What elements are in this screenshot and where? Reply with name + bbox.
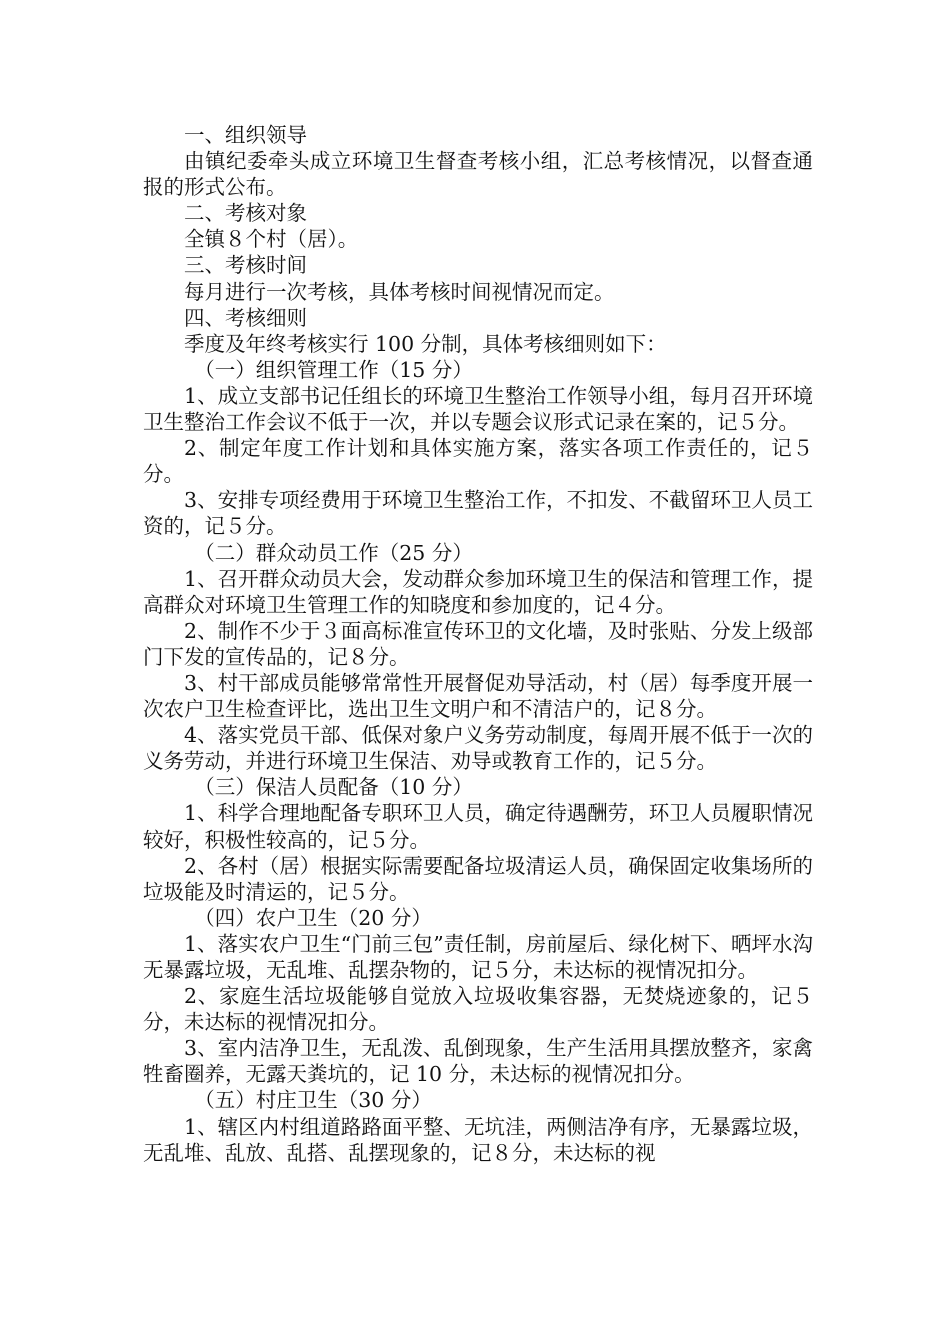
document-page [143, 122, 813, 1166]
paragraph: 2、家庭生活垃圾能够自觉放入垃圾收集容器，无焚烧迹象的，记５分，未达标的视情况扣分。 [143, 984, 813, 1035]
paragraph: 3、安排专项经费用于环境卫生整治工作，不扣发、不截留环卫人员工资的，记５分。 [143, 488, 813, 539]
subsection-heading: （三）保洁人员配备（10 分） [194, 775, 473, 800]
paragraph: 1、科学合理地配备专职环卫人员，确定待遇酬劳，环卫人员履职情况较好，积极性较高的，记５分。 [143, 801, 813, 852]
section-heading: 三、考核时间 [184, 253, 307, 278]
paragraph: 2、制作不少于３面高标准宣传环卫的文化墙，及时张贴、分发上级部门下发的宣传品的，记８分。 [143, 618, 813, 669]
subsection-heading: （一）组织管理工作（15 分） [194, 357, 473, 382]
paragraph: 3、室内洁净卫生，无乱泼、乱倒现象，生产生活用具摆放整齐，家禽牲畜圈养，无露天粪坑的，记 10 分，未达标的视情况扣分。 [143, 1036, 813, 1087]
section-heading: 四、考核细则 [184, 305, 307, 330]
paragraph: 由镇纪委牵头成立环境卫生督查考核小组，汇总考核情况，以督查通报的形式公布。 [143, 149, 813, 200]
paragraph: 全镇８个村（居）。 [184, 227, 359, 252]
subsection-heading: （五）村庄卫生（30 分） [194, 1088, 432, 1113]
paragraph: 1、落实农户卫生“门前三包”责任制，房前屋后、绿化树下、晒坪水沟无暴露垃圾，无乱堆、乱摆杂物的，记５分，未达标的视情况扣分。 [143, 931, 813, 982]
paragraph: 每月进行一次考核，具体考核时间视情况而定。 [184, 279, 615, 304]
section-heading: 二、考核对象 [184, 201, 307, 226]
paragraph: 2、制定年度工作计划和具体实施方案，落实各项工作责任的，记５分。 [143, 436, 813, 487]
subsection-heading: （四）农户卫生（20 分） [194, 905, 432, 930]
paragraph: 季度及年终考核实行 100 分制，具体考核细则如下： [184, 331, 667, 356]
section-heading: 一、组织领导 [184, 123, 307, 147]
paragraph: 4、落实党员干部、低保对象户义务劳动制度，每周开展不低于一次的义务劳动，并进行环境卫生保洁、劝导或教育工作的，记５分。 [143, 723, 813, 774]
paragraph: 1、成立支部书记任组长的环境卫生整治工作领导小组，每月召开环境卫生整治工作会议不低于一次，并以专题会议形式记录在案的，记５分。 [143, 383, 813, 435]
paragraph: 1、召开群众动员大会，发动群众参加环境卫生的保洁和管理工作，提高群众对环境卫生管理工作的知晓度和参加度的，记４分。 [143, 566, 813, 617]
paragraph: 2、各村（居）根据实际需要配备垃圾清运人员，确保固定收集场所的垃圾能及时清运的，记５分。 [143, 853, 813, 904]
paragraph: 3、村干部成员能够常常性开展督促劝导活动，村（居）每季度开展一次农户卫生检查评比，选出卫生文明户和不清洁户的，记８分。 [143, 670, 813, 722]
subsection-heading: （二）群众动员工作（25 分） [194, 540, 473, 565]
paragraph: 1、辖区内村组道路路面平整、无坑洼，两侧洁净有序，无暴露垃圾，无乱堆、乱放、乱搭、乱摆现象的，记８分，未达标的视 [143, 1114, 813, 1165]
